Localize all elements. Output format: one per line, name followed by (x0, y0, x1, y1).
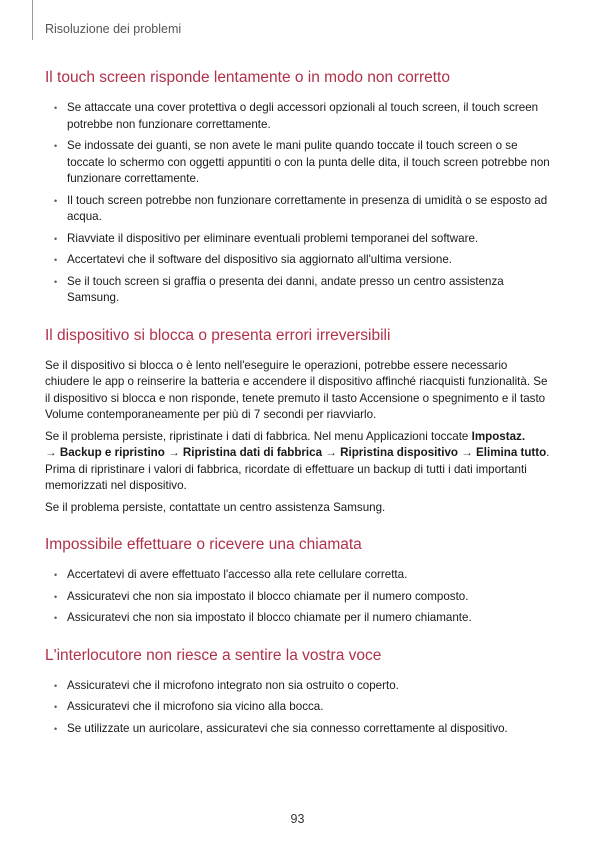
paragraph-factory-reset: Se il problema persiste, ripristinate i dati di fabbrica. Nel menu Applicazioni toccate Impostaz. → Backup e ripristino → Ripristina dati di fabbrica → Ripristina dispositivo → Elimina tutto. Prima di ripristinare i valori di fabbrica, ricordate di effettuare un backup di tutti i dati importanti memorizzati nel dispositivo. (45, 429, 550, 492)
list-item: • Se indossate dei guanti, se non avete le mani pulite quando toccate il touch screen o se toccate lo schermo con oggetti appuntiti o con la punta delle dita, il touch screen potrebbe non funzionare correttamente. (45, 138, 553, 188)
section-calls (45, 535, 553, 627)
list-item: • Riavviate il dispositivo per eliminare eventuali problemi temporanei del software. (45, 231, 553, 248)
list-item: • Accertatevi che il software del dispositivo sia aggiornato all'ultima versione. (45, 252, 553, 269)
section-title: Il dispositivo si blocca o presenta errori irreversibili (45, 326, 391, 344)
bullet-list (45, 567, 553, 627)
header-rule (32, 0, 33, 40)
section-title: Il touch screen risponde lentamente o in modo non corretto (45, 69, 450, 86)
list-item: • Accertatevi di avere effettuato l'accesso alla rete cellulare corretta. (45, 567, 553, 584)
list-item: • Il touch screen potrebbe non funzionare correttamente in presenza di umidità o se esposto ad acqua. (45, 193, 553, 226)
list-item: • Se attaccate una cover protettiva o degli accessori opzionali al touch screen, il touch screen potrebbe non funzionare correttamente. (45, 100, 553, 133)
page-header: Risoluzione dei problemi (45, 22, 182, 36)
list-item: • Assicuratevi che il microfono integrato non sia ostruito o coperto. (45, 678, 553, 695)
section-voice (45, 646, 553, 738)
menu-path-step: Ripristina dispositivo (340, 446, 458, 459)
menu-path-arrow: → (457, 446, 477, 459)
menu-path-step: Impostaz. (471, 429, 526, 443)
list-item: • Assicuratevi che non sia impostato il blocco chiamate per il numero chiamante. (45, 610, 553, 627)
paragraph: Se il problema persiste, contattate un centro assistenza Samsung. (45, 500, 386, 514)
section-touch-screen (45, 68, 553, 307)
bullet-list (45, 678, 553, 738)
list-item: • Assicuratevi che non sia impostato il blocco chiamate per il numero composto. (45, 589, 553, 606)
menu-path-arrow: → (164, 446, 183, 459)
page-content (45, 68, 553, 756)
menu-path-arrow: → (45, 446, 60, 459)
list-item: • Se utilizzate un auricolare, assicuratevi che sia connesso correttamente al dispositivo. (45, 721, 553, 738)
section-title: L'interlocutore non riesce a sentire la vostra voce (45, 646, 382, 664)
paragraph: Se il dispositivo si blocca o è lento nell'eseguire le operazioni, potrebbe essere necessario chiudere le app o reinserire la batteria e accendere il dispositivo affinché riacquisti funzionalità. Se il dispositivo si blocca e non risponde, tenete premuto il tasto Accensione o spegnimento e il tasto Volume contemporaneamente per più di 7 secondi per riavviarlo. (45, 358, 548, 421)
menu-path-step: Elimina tutto (476, 446, 547, 459)
section-device-freezes (45, 326, 553, 517)
bullet-list (45, 100, 553, 307)
page-number: 93 (290, 812, 305, 826)
section-title: Impossibile effettuare o ricevere una chiamata (45, 536, 362, 553)
list-item: • Assicuratevi che il microfono sia vicino alla bocca. (45, 699, 553, 716)
menu-path-step: Ripristina dati di fabbrica (182, 446, 323, 459)
menu-path-arrow: → (322, 446, 341, 459)
menu-path-step: Backup e ripristino (59, 446, 165, 459)
list-item: • Se il touch screen si graffia o presenta dei danni, andate presso un centro assistenza Samsung. (45, 274, 553, 307)
